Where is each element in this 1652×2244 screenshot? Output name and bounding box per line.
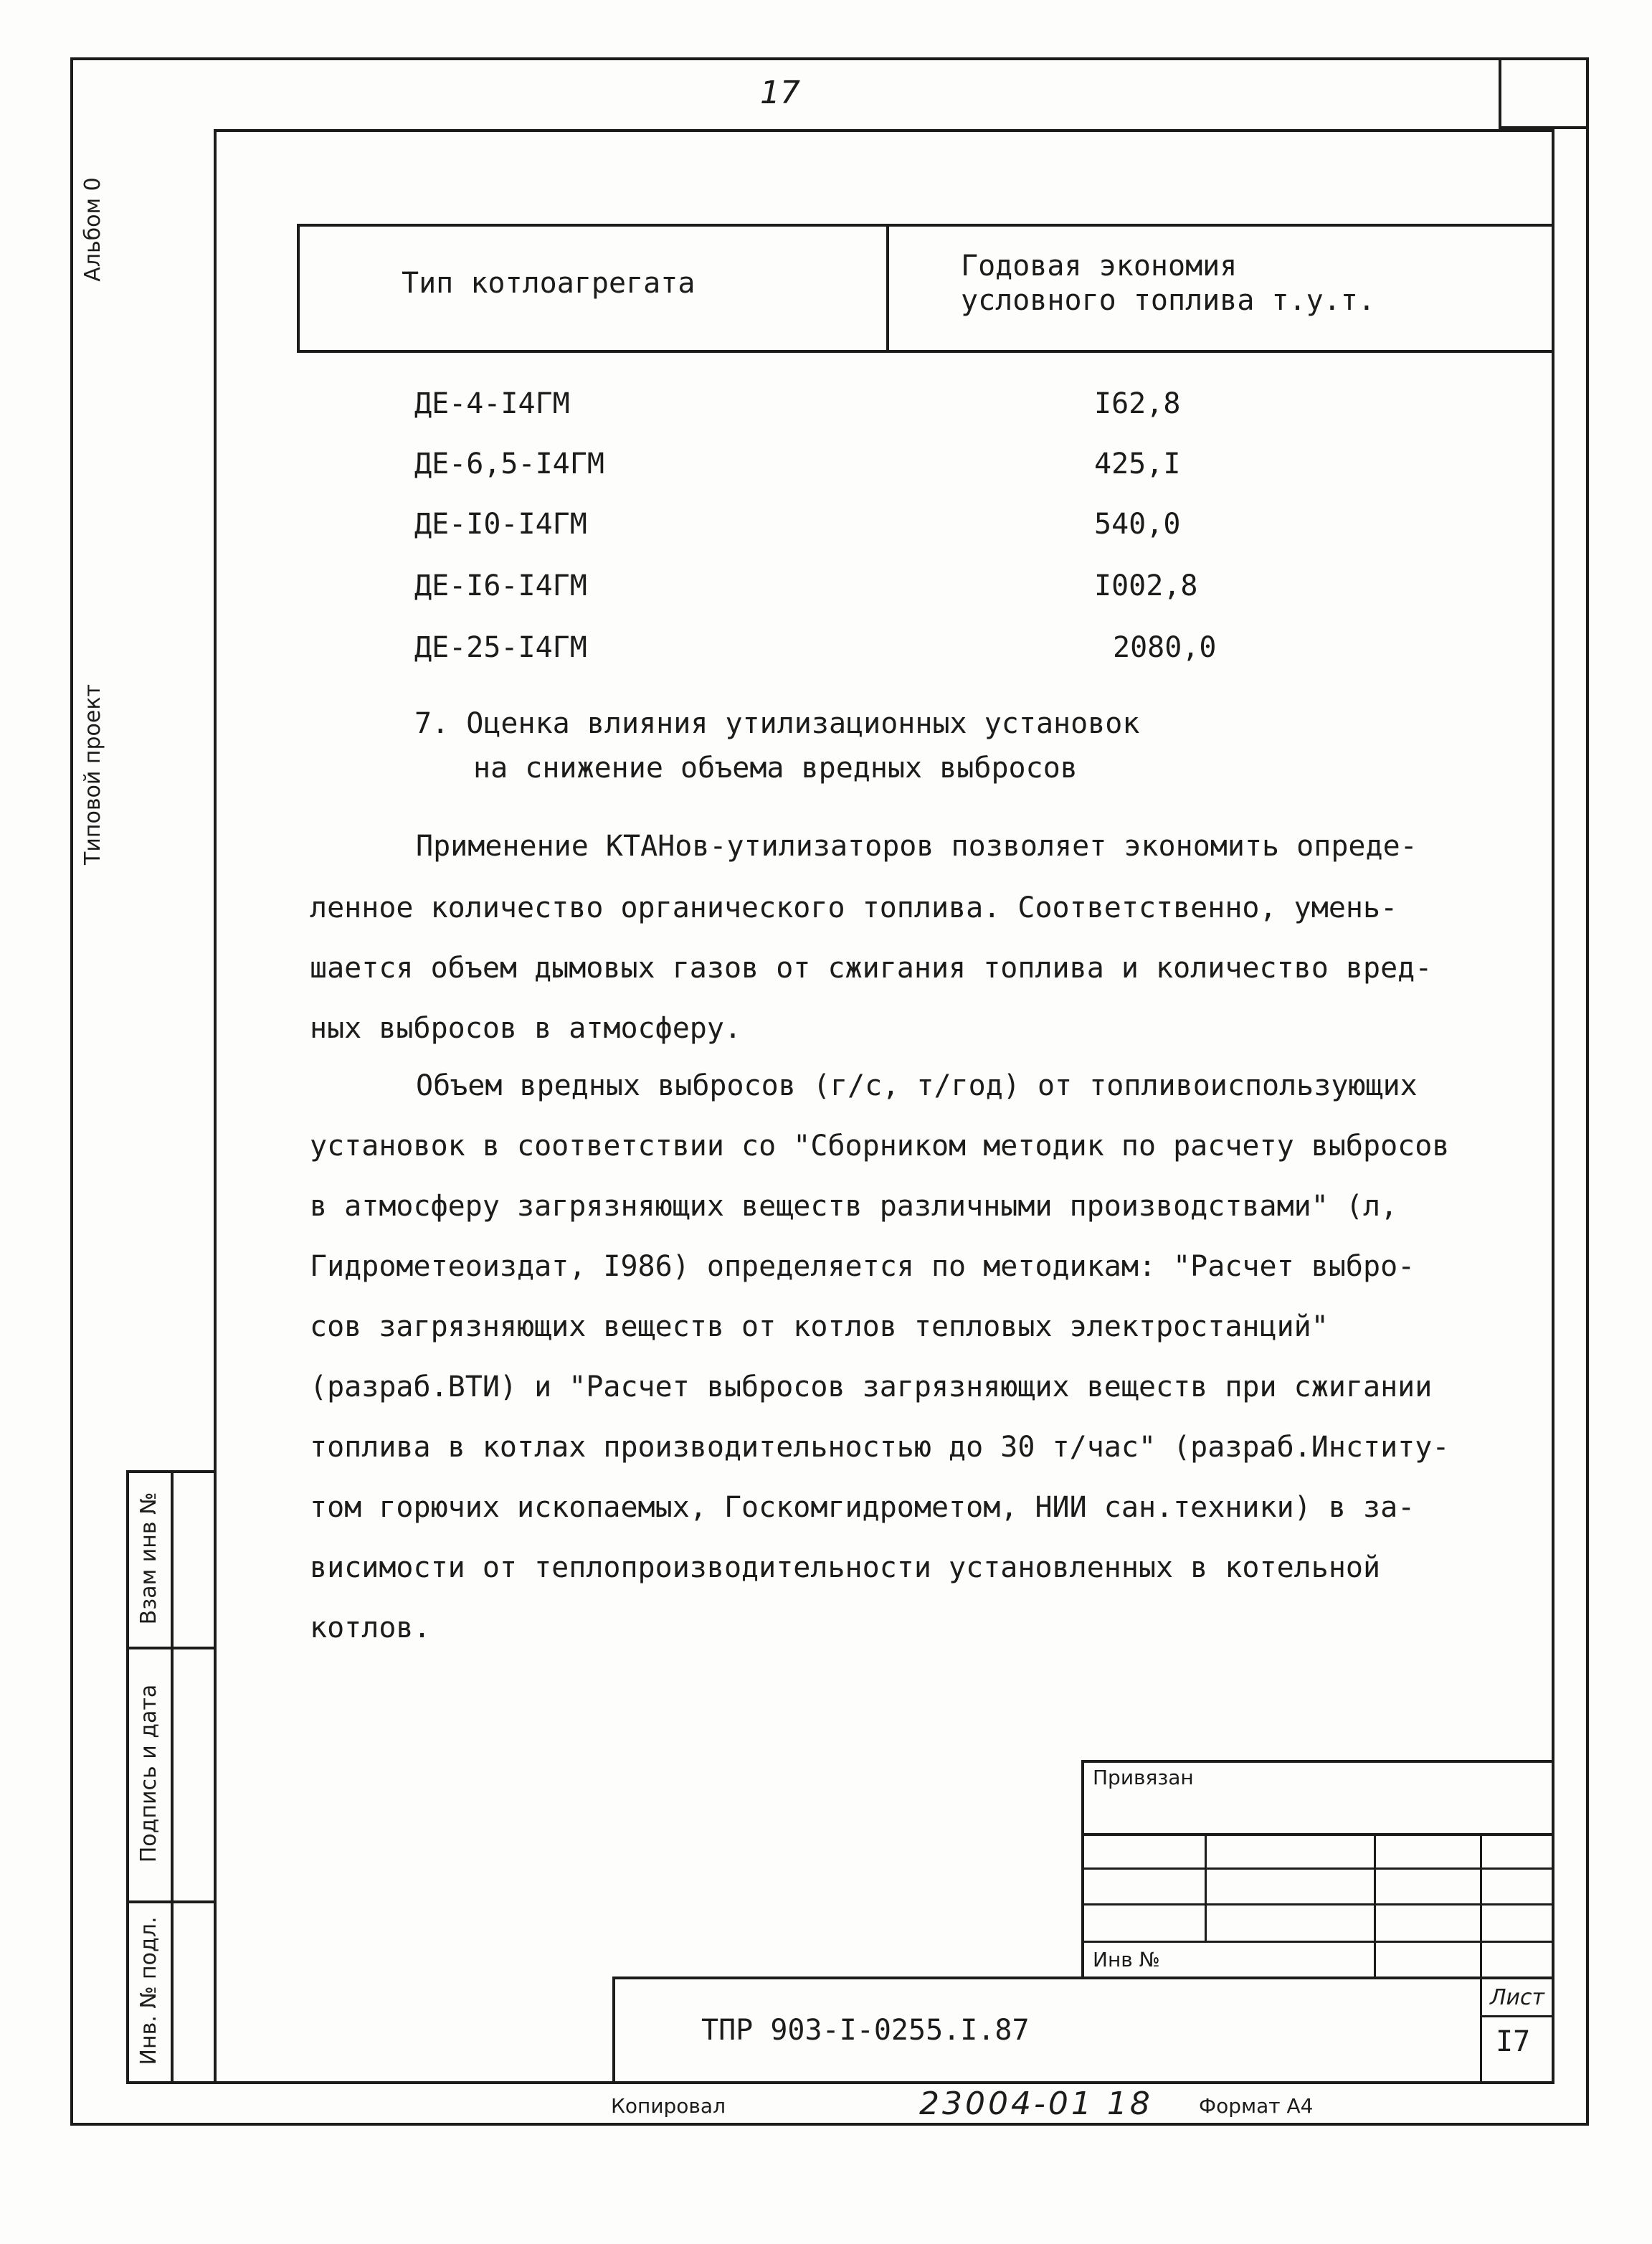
inner-frame-right (1552, 129, 1554, 2084)
paragraph2-line: Объем вредных выбросов (г/с, т/год) от топливоиспользующих (416, 1069, 1418, 1102)
titleblock-sheet-divider (1480, 2015, 1552, 2017)
section-heading-line1: 7. Оценка влияния утилизационных установок (414, 707, 1140, 740)
table-col1-header: Тип котлоагрегата (402, 267, 696, 300)
table-col2-header-line2: условного топлива т.у.т. (961, 284, 1375, 317)
paragraph2-line: в атмосферу загрязняющих веществ различными производствами" (л, (310, 1190, 1398, 1223)
inner-frame-bottom (126, 2081, 1554, 2084)
document-code: ТПР 903-I-0255.I.87 (701, 2014, 1030, 2047)
inv-no-label: Инв № (1093, 1948, 1160, 1971)
titleblock-upper-top (1081, 1760, 1552, 1763)
paragraph1-line: ных выбросов в атмосферу. (310, 1012, 742, 1045)
stamp-strip-divider-2 (126, 1900, 217, 1903)
format-label: Формат А4 (1199, 2094, 1314, 2118)
table-row-value: I002,8 (1094, 569, 1198, 602)
inner-frame-left (214, 129, 217, 2084)
titleblock-main-top (612, 1976, 1552, 1979)
page-number: 17 (760, 75, 800, 111)
stamp-inv-original: Инв. № подл. (136, 1916, 161, 2065)
stamp-strip-divider-1 (126, 1647, 217, 1649)
titleblock-main-left (612, 1976, 615, 2084)
stamp-replace-inv: Взам инв № (136, 1492, 161, 1625)
table-left-border (297, 224, 300, 353)
table-row-type: ДЕ-25-I4ГМ (414, 631, 587, 664)
sheet-number: I7 (1496, 2025, 1531, 2058)
outer-frame-top (70, 57, 1589, 60)
outer-frame-left (70, 57, 73, 2126)
table-col-divider (886, 224, 889, 353)
table-row-value: 2080,0 (1113, 631, 1217, 664)
inner-frame-top (214, 129, 1554, 132)
table-row-value: 425,I (1094, 448, 1181, 480)
stamp-strip-left (126, 1470, 129, 2084)
paragraph2-line: котлов. (310, 1611, 431, 1644)
titleblock-grid-v2 (1374, 1833, 1376, 1979)
table-header-bottom (297, 350, 1552, 353)
table-row-type: ДЕ-4-I4ГМ (414, 387, 570, 420)
paragraph2-line: (разраб.ВТИ) и "Расчет выбросов загрязняющих веществ при сжигании (310, 1370, 1433, 1403)
paragraph1-line: Применение КТАНов-утилизаторов позволяет экономить опреде- (416, 830, 1418, 863)
titleblock-upper-left (1081, 1760, 1084, 1979)
privyazan-label: Привязан (1093, 1766, 1194, 1789)
titleblock-grid-v3 (1480, 1833, 1482, 2081)
paragraph2-line: установок в соответствии со "Сборником методик по расчету выбросов (310, 1130, 1450, 1163)
paragraph2-line: топлива в котлах производительностью до 30 т/час" (разраб.Институ- (310, 1431, 1450, 1464)
copied-label: Копировал (611, 2094, 726, 2118)
paragraph2-line: том горючих ископаемых, Госкомгидрометом, НИИ сан.техники) в за- (310, 1491, 1415, 1524)
stamp-strip-middle (171, 1470, 174, 2084)
paragraph2-line: Гидрометеоиздат, I986) определяется по методикам: "Расчет выбро- (310, 1250, 1415, 1283)
paragraph1-line: ленное количество органического топлива. Соответственно, умень- (310, 891, 1398, 924)
paragraph2-line: сов загрязняющих веществ от котлов тепловых электростанций" (310, 1310, 1329, 1343)
titleblock-grid-v1 (1205, 1833, 1207, 1941)
corner-box-left (1499, 57, 1501, 129)
table-col2-header-line1: Годовая экономия (961, 250, 1238, 283)
paragraph2-line: висимости от теплопроизводительности установленных в котельной (310, 1551, 1381, 1584)
album-label: Альбом 0 (80, 177, 105, 282)
table-row-value: 540,0 (1094, 508, 1181, 541)
stamp-signature-date: Подпись и дата (136, 1684, 161, 1863)
table-top-border (297, 224, 1552, 227)
project-type-label: Типовой проект (80, 684, 105, 865)
section-heading-line2: на снижение объема вредных выбросов (473, 752, 1078, 785)
handwritten-number: 23004-01 18 (919, 2086, 1153, 2122)
table-row-type: ДЕ-I6-I4ГМ (414, 569, 587, 602)
table-row-value: I62,8 (1094, 387, 1181, 420)
table-row-type: ДЕ-I0-I4ГМ (414, 508, 587, 541)
outer-frame-bottom (70, 2123, 1589, 2126)
paragraph1-line: шается объем дымовых газов от сжигания топлива и количество вред- (310, 952, 1433, 985)
stamp-strip-top (126, 1470, 217, 1473)
sheet-label: Лист (1490, 1985, 1545, 2010)
table-row-type: ДЕ-6,5-I4ГМ (414, 448, 604, 480)
